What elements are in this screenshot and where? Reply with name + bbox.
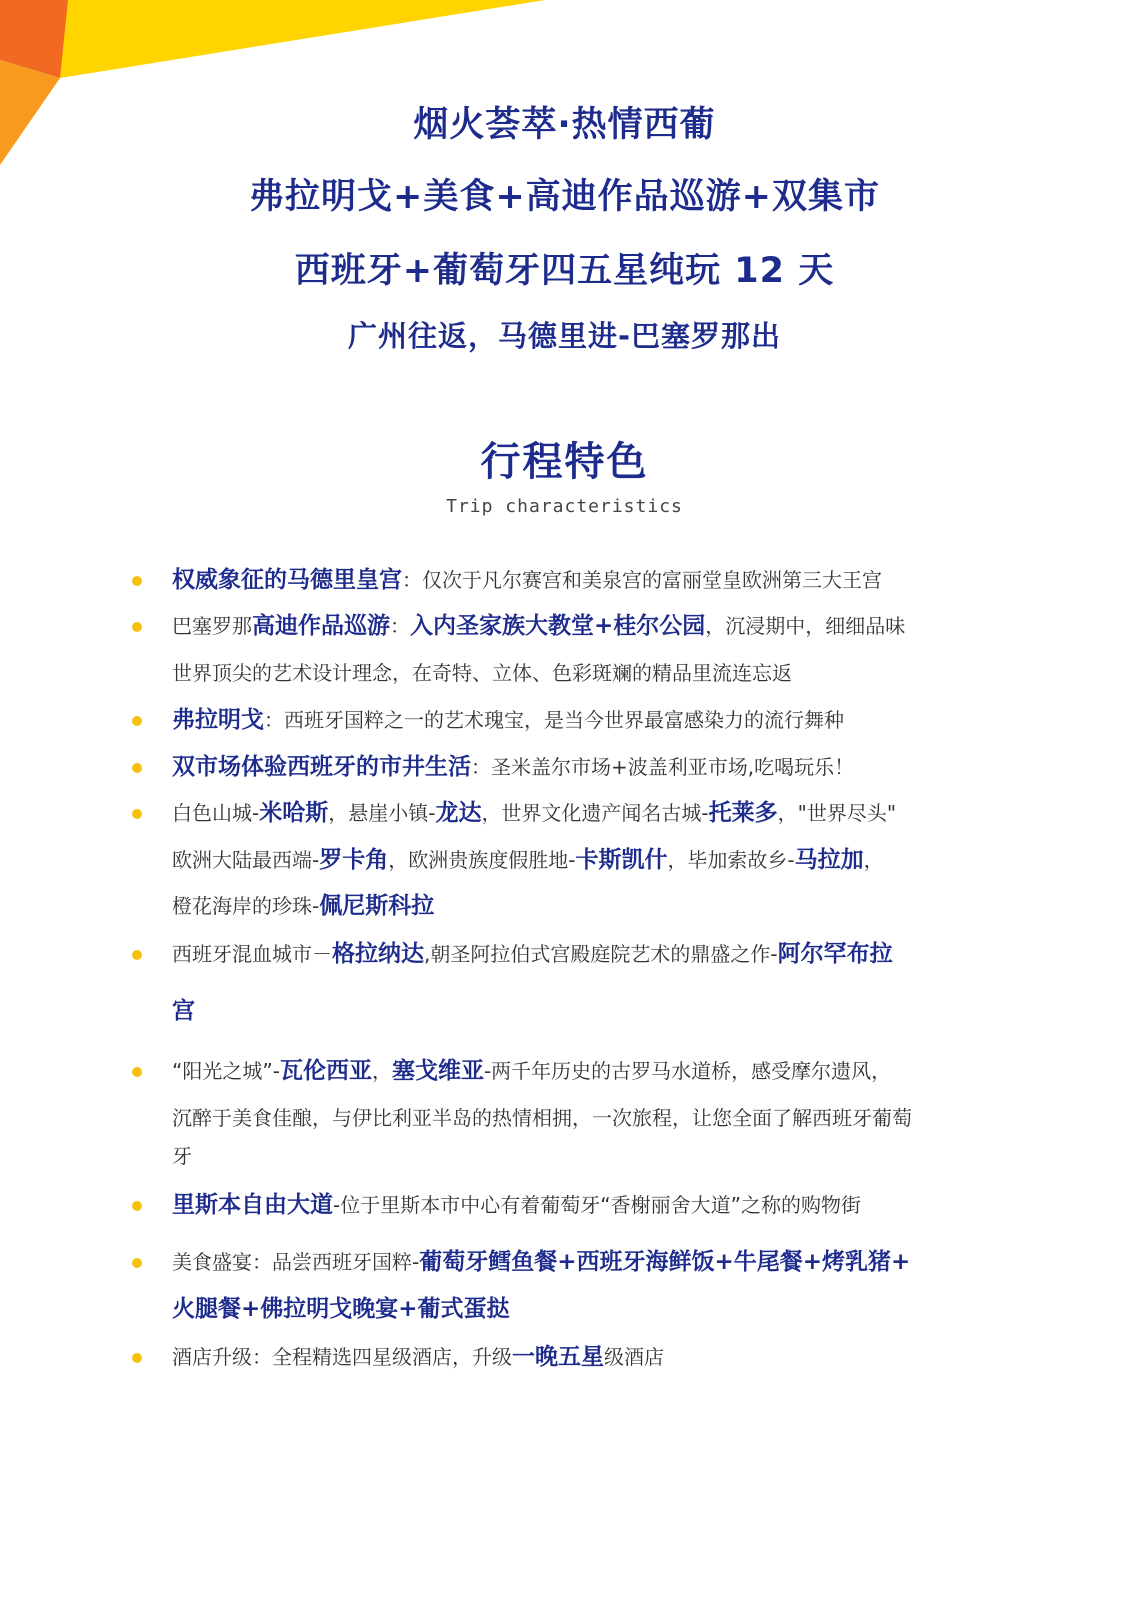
title-line-1: 烟火荟萃·热情西葡 [413,105,716,145]
feature-line [172,567,882,593]
bullet-icon [132,1258,142,1268]
body-text: 美食盛宴：品尝西班牙国粹- [172,1250,420,1274]
feature-line [172,1143,192,1169]
body-text: ：仅次于凡尔赛宫和美泉宫的富丽堂皇欧洲第三大王宫 [402,568,882,592]
body-text: 级酒店 [604,1345,664,1369]
highlight-text: 葡萄牙鳕鱼餐+西班牙海鲜饭+牛尾餐+烤乳猪+ [419,1249,911,1275]
body-text: ，"世界尽头" [777,801,897,825]
highlight-text: 双市场体验西班牙的市井生活 [172,754,471,780]
highlight-text: 龙达 [435,800,482,826]
highlight-text: 权威象征的马德里皇宫 [172,567,402,593]
highlight-text: 入内圣家族大教堂+桂尔公园 [410,613,706,639]
body-text: 世界顶尖的艺术设计理念，在奇特、立体、色彩斑斓的精品里流连忘返 [172,661,792,685]
highlight-text: 托莱多 [708,800,778,826]
feature-line [172,1249,910,1275]
feature-line [172,847,884,873]
body-text: ：圣米盖尔市场+波盖利亚市场,吃喝玩乐！ [471,755,855,779]
highlight-text: 弗拉明戈 [172,707,264,733]
feature-line [172,1296,510,1322]
body-text: ， [371,1059,392,1083]
bullet-icon [132,1353,142,1363]
feature-line [172,941,893,967]
bullet-icon [132,1201,142,1211]
body-text: ，沉浸期中，细细品味 [705,614,906,638]
body-text: ,朝圣阿拉伯式宫殿庭院艺术的鼎盛之作- [424,942,778,966]
body-text: ，欧洲贵族度假胜地- [388,848,576,872]
feature-line [172,707,844,733]
body-text: 牙 [172,1144,192,1168]
highlight-text: 佩尼斯科拉 [319,893,435,919]
feature-line [172,1058,891,1084]
highlight-text: 高迪作品巡游 [252,613,390,639]
title-line-2: 弗拉明戈+美食+高迪作品巡游+双集市 [249,177,880,217]
highlight-text: 米哈斯 [259,800,329,826]
section-subtitle: Trip characteristics [446,496,683,517]
bullet-icon [132,950,142,960]
highlight-text: 宫 [172,998,195,1024]
highlight-text: 火腿餐+佛拉明戈晚宴+葡式蛋挞 [172,1296,510,1322]
body-text: -两千年历史的古罗马水道桥，感受摩尔遗风， [483,1059,892,1083]
feature-line [172,893,434,919]
title-line-3: 西班牙+葡萄牙四五星纯玩 12 天 [294,251,835,291]
bullet-icon [132,622,142,632]
body-text: 酒店升级：全程精选四星级酒店，升级 [172,1345,512,1369]
section-title: 行程特色 [480,439,649,485]
body-text: ，世界文化遗产闻名古城- [481,801,709,825]
bullet-icon [132,576,142,586]
feature-line [172,1105,912,1131]
highlight-text: 格拉纳达 [332,941,424,967]
bullet-icon [132,763,142,773]
body-text: ，悬崖小镇- [328,801,436,825]
highlight-text: 罗卡角 [319,847,389,873]
highlight-text: 塞戈维亚 [391,1058,484,1084]
bullet-icon [132,716,142,726]
body-text: ：西班牙国粹之一的艺术瑰宝，是当今世界最富感染力的流行舞种 [264,708,844,732]
route-line: 广州往返，马德里进-巴塞罗那出 [347,319,782,353]
bullet-icon [132,1067,142,1077]
body-text: ： [390,614,410,638]
body-text: 西班牙混血城市－ [172,942,332,966]
highlight-text: 瓦伦西亚 [279,1058,372,1084]
feature-line [172,613,905,639]
body-text: ，毕加索故乡- [667,848,795,872]
body-text: ， [863,848,884,872]
highlight-text: 一晚五星 [512,1344,604,1370]
body-text: 沉醉于美食佳酿，与伊比利亚半岛的热情相拥，一次旅程，让您全面了解西班牙葡萄 [172,1106,912,1130]
feature-line [172,998,195,1024]
feature-line [172,1344,664,1370]
feature-line [172,1192,861,1218]
body-text: 白色山城- [172,801,260,825]
body-text: 橙花海岸的珍珠- [172,894,320,918]
body-text: -位于里斯本市中心有着葡萄牙“香榭丽舍大道”之称的购物街 [333,1193,861,1217]
highlight-text: 阿尔罕布拉 [777,941,893,967]
bullet-icon [132,809,142,819]
body-text: 欧洲大陆最西端- [172,848,320,872]
feature-line [172,800,896,826]
body-text: “阳光之城”- [172,1059,280,1083]
body-text: 巴塞罗那 [172,614,252,638]
highlight-text: 里斯本自由大道 [172,1192,333,1218]
feature-line [172,754,854,780]
highlight-text: 卡斯凯什 [575,847,668,873]
feature-line [172,660,792,686]
highlight-text: 马拉加 [794,847,864,873]
